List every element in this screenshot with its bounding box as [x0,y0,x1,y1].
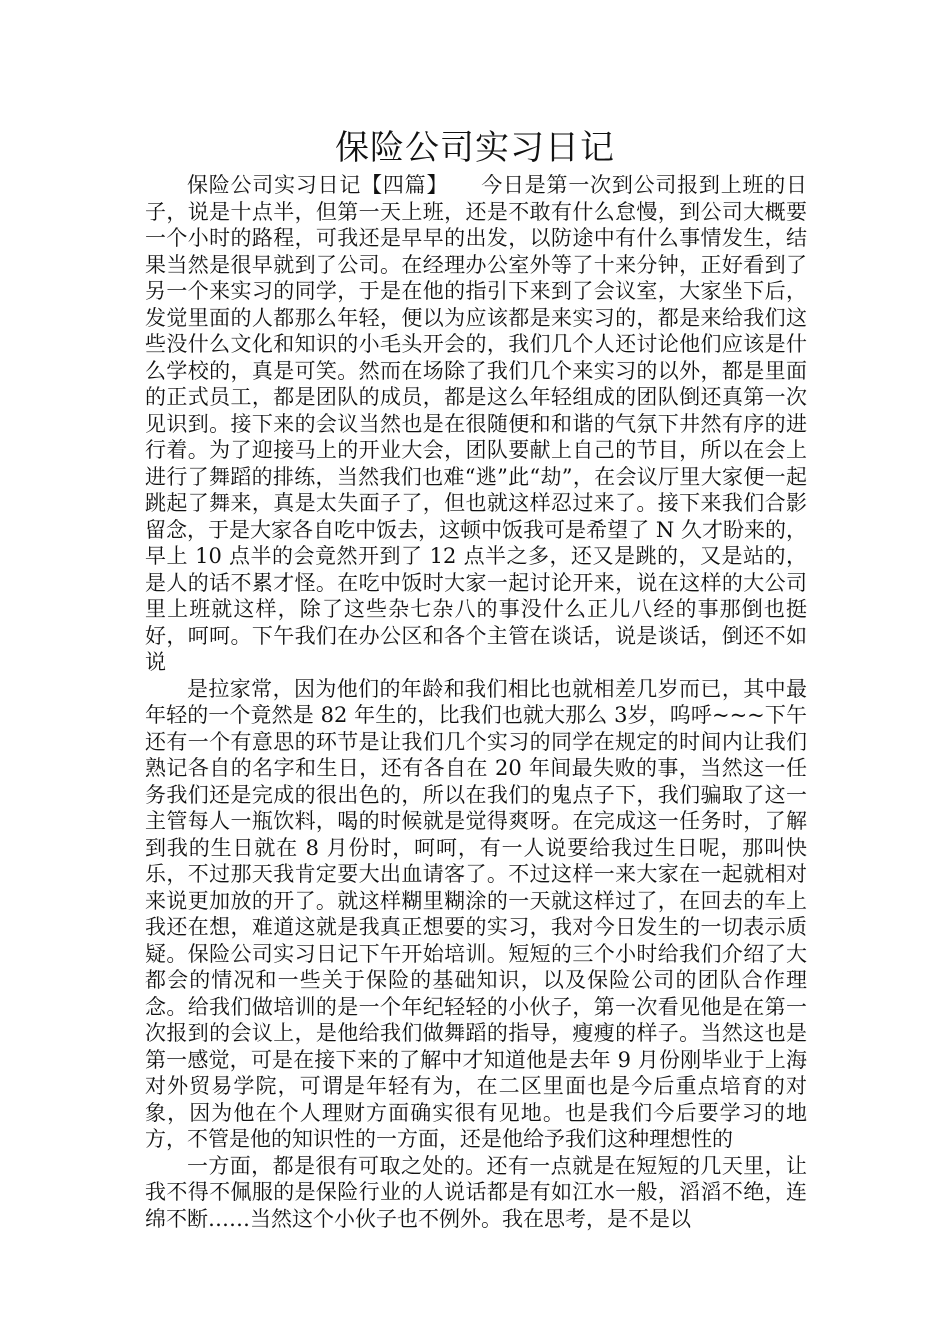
paragraph-2: 是拉家常，因为他们的年龄和我们相比也就相差几岁而已，其中最年轻的一个竟然是 82 年生的，比我们也就大那么 3岁，呜呼~~~下午还有一个有意思的环节是让我们几个实习的同学在规定的时间内让我们熟记各自的名字和生日，还有各自在 20 年间最失败的事，当然这一任务我们还是完成的很出色的，所以在我们的鬼点子下，我们骗取了这一主管每人一瓶饮料，喝的时候就是觉得爽呀。在完成这一任务时，了解到我的生日就在 8 月份时，呵呵，有一人说要给我过生日呢，那叫快乐，不过那天我肯定要大出血请客了。不过这样一来大家在一起就相对来说更加放的开了。就这样糊里糊涂的一天就这样过了，在回去的车上我还在想，难道这就是我真正想要的实习，我对今日发生的一切表示质疑。保险公司实习日记下午开始培训。短短的三个小时给我们介绍了大都会的情况和一些关于保险的基础知识，以及保险公司的团队合作理念。给我们做培训的是一个年纪轻轻的小伙子，第一次看见他是在第一次报到的会议上，是他给我们做舞蹈的指导，瘦瘦的样子。当然这也是第一感觉，可是在接下来的了解中才知道他是去年 9 月份刚毕业于上海对外贸易学院，可谓是年轻有为，在二区里面也是今后重点培育的对象，因为他在个人理财方面确实很有见地。也是我们今后要学习的地方，不管是他的知识性的一方面，还是他给予我们这种理想性的 [145,676,807,1151]
paragraph-1: 保险公司实习日记【四篇】 今日是第一次到公司报到上班的日子，说是十点半，但第一天上班，还是不敢有什么怠慢，到公司大概要一个小时的路程，可我还是早早的出发，以防途中有什么事情发生，结果当然是很早就到了公司。在经理办公室外等了十来分钟，正好看到了另一个来实习的同学，于是在他的指引下来到了会议室，大家坐下后，发觉里面的人都那么年轻，便以为应该都是来实习的，都是来给我们这些没什么文化和知识的小毛头开会的，我们几个人还讨论他们应该是什么学校的，真是可笑。然而在场除了我们几个来实习的以外，都是里面的正式员工，都是团队的成员，都是这么年轻组成的团队倒还真第一次见识到。接下来的会议当然也是在很随便和和谐的气氛下井然有序的进行着。为了迎接马上的开业大会，团队要献上自己的节目，所以在会上进行了舞蹈的排练，当然我们也难“逃”此“劫”，在会议厅里大家便一起跳起了舞来，真是太失面子了，但也就这样忍过来了。接下来我们合影留念，于是大家各自吃中饭去，这顿中饭我可是希望了 N 久才盼来的，早上 10 点半的会竟然开到了 12 点半之多，还又是跳的，又是站的，是人的话不累才怪。在吃中饭时大家一起讨论开来，说在这样的大公司里上班就这样，除了这些杂七杂八的事没什么正儿八经的事那倒也挺好，呵呵。下午我们在办公区和各个主管在谈话，说是谈话，倒还不如说 [145,173,807,674]
document-title: 保险公司实习日记 [335,128,615,168]
document-body [145,172,807,1232]
paragraph-3: 一方面，都是很有可取之处的。还有一点就是在短短的几天里，让我不得不佩服的是保险行业的人说话都是有如江水一般，滔滔不绝，连绵不断……当然这个小伙子也不例外。我在思考，是不是以 [145,1153,807,1231]
